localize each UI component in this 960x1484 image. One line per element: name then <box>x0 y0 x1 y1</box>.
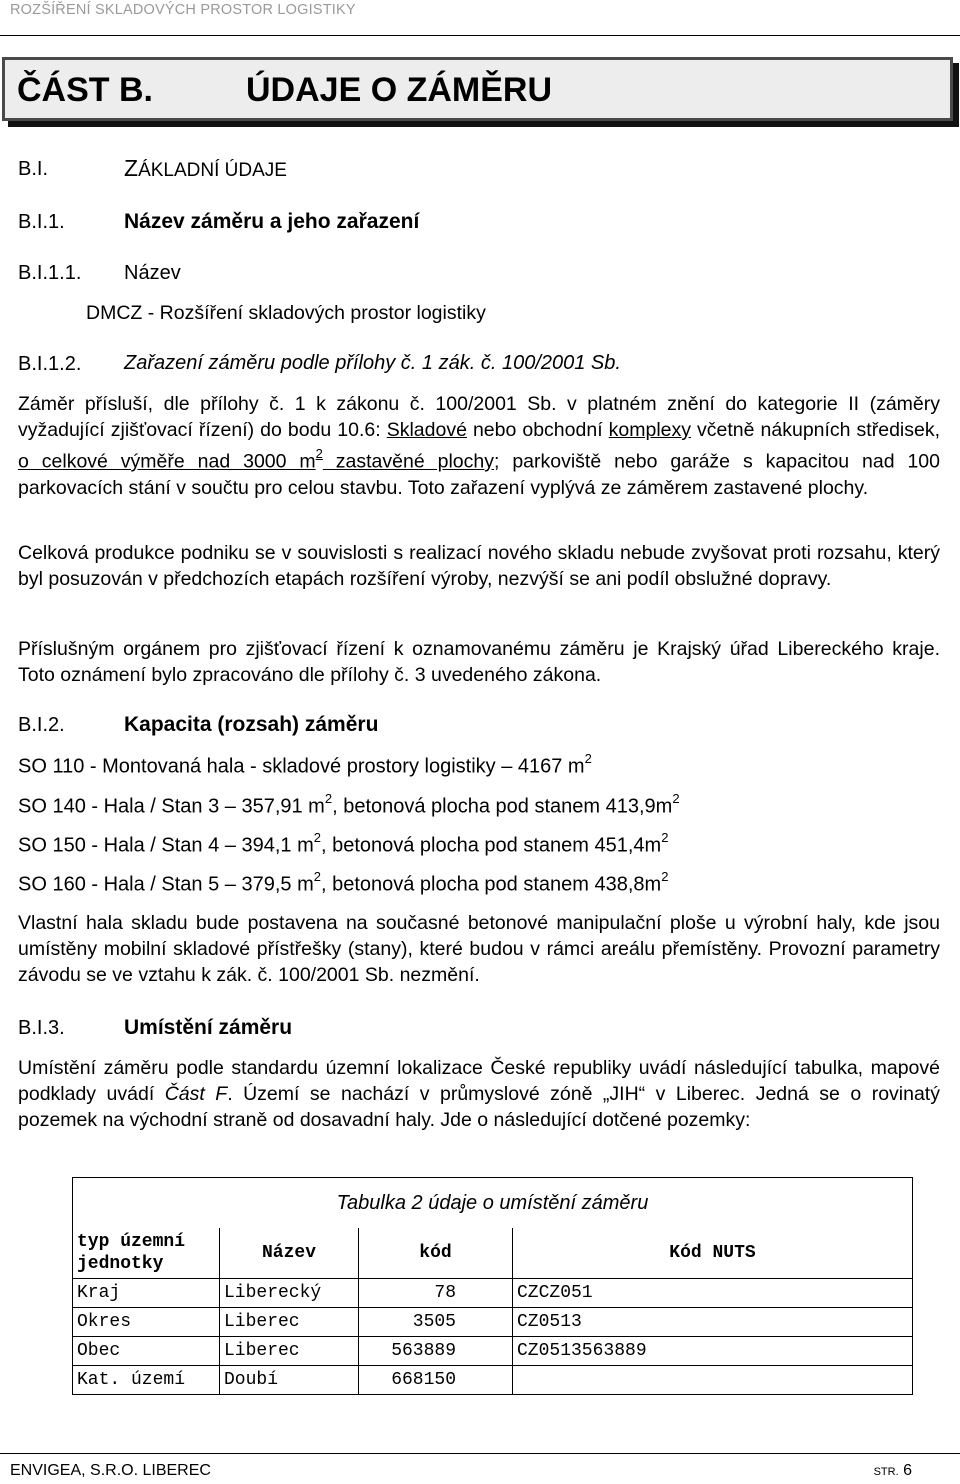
table-cell <box>513 1366 913 1395</box>
part-title: ÚDAJE O ZÁMĚRU <box>246 71 553 109</box>
table-cell: Obec <box>73 1337 220 1366</box>
hall-paragraph: Vlastní hala skladu bude postavena na současné betonové manipulační ploše u výrobní haly, kde jsou umístěny mobilní skladové přístřešky (stany), které budou v rámci areálu přemístěny. Provozní parametry závodu se ve vztahu k zák. č. 100/2001 Sb. nezmění. <box>18 912 940 986</box>
part-title-box <box>2 57 953 121</box>
capacity-line-so160: SO 160 - Hala / Stan 5 – 379,5 $m^2$, betonová plocha pod stanem $438,8m^2$ <box>18 869 669 896</box>
table-caption: Tabulka 2 údaje o umístění záměru <box>73 1178 913 1229</box>
table-cell: Kraj <box>73 1279 220 1308</box>
table-cell: Liberec <box>220 1337 359 1366</box>
table-cell: Okres <box>73 1308 220 1337</box>
section-title-bi1: Název záměru a jeho zařazení <box>124 210 420 233</box>
capacity-line-so150: SO 150 - Hala / Stan 4 – 394,1 $m^2$, betonová plocha pod stanem $451,4m^2$ <box>18 830 669 857</box>
running-header: ROZŠÍŘENÍ SKLADOVÝCH PROSTOR LOGISTIKY <box>10 2 356 18</box>
table-row <box>73 1366 913 1395</box>
header-rule <box>0 35 960 36</box>
part-label: ČÁST B. <box>17 71 153 109</box>
section-title-bi: ZÁKLADNÍ ÚDAJE <box>124 155 287 181</box>
footer-company: ENVIGEA, S.R.O. LIBEREC <box>10 1462 211 1479</box>
section-title-bi3: Umístění záměru <box>124 1016 293 1039</box>
table-cell: CZCZ051 <box>513 1279 913 1308</box>
classification-paragraph: Záměr přísluší, dle přílohy č. 1 k zákonu č. 100/2001 Sb. v platném znění do kategorie II (záměry vyžadující zjišťovací řízení) do bodu 10.6: Skladové nebo obchodní komplexy včetně nákupních středisek, o celkové výměře nad 3000 $m^2$ zastavěné plochy; parkoviště nebo garáže s kapacitou nad 100 parkovacích stání v součtu pro celou stavbu. Toto zařazení vyplývá ze záměrem zastavené plochy. <box>18 393 941 499</box>
table-cell: 563889 <box>359 1337 513 1366</box>
table-cell: Liberec <box>220 1308 359 1337</box>
section-title-bi11: Název <box>124 262 181 284</box>
production-paragraph: Celková produkce podniku se v souvislosti s realizací nového skladu nebude zvyšovat proti rozsahu, který byl posuzován v předchozích etapách rozšíření výroby, nezvýší se ani podíl obslužné dopravy. <box>18 542 940 590</box>
capacity-line-so110: SO 110 - Montovaná hala - skladové prostory logistiky – 4167 $m^2$ <box>18 751 592 778</box>
section-number-bi1: B.I.1. <box>18 211 65 233</box>
location-table <box>72 1177 913 1395</box>
location-paragraph: Umístění záměru podle standardu územní lokalizace České republiky uvádí následující tabulka, mapové podklady uvádí Část F. Území se nachází v průmyslové zóně „JIH“ v Liberec. Jedná se o rovinatý pozemek na východní straně od dosavadní haly. Jde o následující dotčené pozemky: <box>18 1057 940 1131</box>
table-header-cell: Kód NUTS <box>513 1228 913 1279</box>
footer-page: STR. 6 <box>873 1462 912 1479</box>
table-cell: 668150 <box>359 1366 513 1395</box>
authority-paragraph: Příslušným orgánem pro zjišťovací řízení k oznamovanému záměru je Krajský úřad Libereckého kraje. Toto oznámení bylo zpracováno dle přílohy č. 3 uvedeného zákona. <box>18 638 940 686</box>
table-cell: CZ0513563889 <box>513 1337 913 1366</box>
table-cell: 78 <box>359 1279 513 1308</box>
table-row <box>73 1337 913 1366</box>
table-row <box>73 1279 913 1308</box>
project-name: DMCZ - Rozšíření skladových prostor logistiky <box>86 302 486 324</box>
table-row <box>73 1308 913 1337</box>
table-cell: 3505 <box>359 1308 513 1337</box>
table-header-cell: kód <box>359 1228 513 1279</box>
section-number-bi3: B.I.3. <box>18 1017 65 1039</box>
table-cell: Liberecký <box>220 1279 359 1308</box>
table-header-cell: typ územní jednotky <box>73 1228 220 1279</box>
section-number-bi11: B.I.1.1. <box>18 262 82 284</box>
section-number-bi12: B.I.1.2. <box>18 353 82 375</box>
table-cell: Kat. území <box>73 1366 220 1395</box>
table-cell: CZ0513 <box>513 1308 913 1337</box>
capacity-line-so140: SO 140 - Hala / Stan 3 – 357,91 $m^2$, betonová plocha pod stanem $413,9m^2$ <box>18 791 680 818</box>
footer-rule <box>0 1453 960 1454</box>
section-title-bi12: Zařazení záměru podle přílohy č. 1 zák. č. 100/2001 Sb. <box>124 352 621 374</box>
table-header-cell: Název <box>220 1228 359 1279</box>
table-cell: Doubí <box>220 1366 359 1395</box>
section-number-bi: B.I. <box>18 158 49 180</box>
section-title-bi2: Kapacita (rozsah) záměru <box>124 713 379 736</box>
section-number-bi2: B.I.2. <box>18 714 65 736</box>
